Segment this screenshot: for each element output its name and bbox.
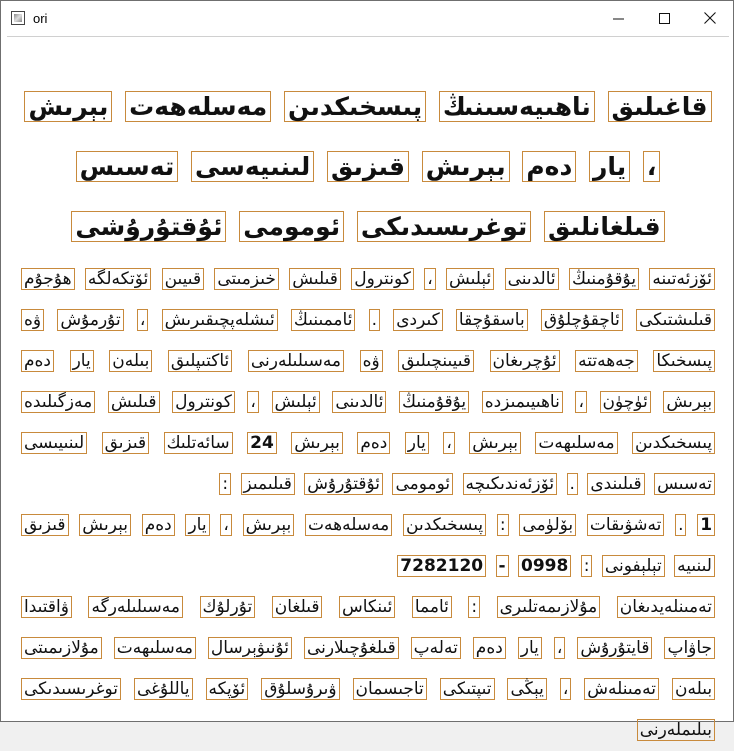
word-box: ،: [137, 309, 149, 331]
paragraph-hotline: [19, 505, 717, 587]
word-box: يار: [405, 432, 429, 454]
word-box: بېرىش: [469, 432, 521, 454]
word-box: توغرىسىدىكى: [21, 678, 121, 700]
word-box: پىسخىكدىن: [403, 514, 486, 536]
word-box: قىزىق: [102, 432, 150, 454]
word-box: ئامما: [412, 596, 452, 618]
word-box: قىلىندى: [587, 473, 644, 495]
word-box: يۇقۇمنىڭ: [399, 391, 469, 413]
word-box: ئۇقتۇرۇشى: [71, 211, 226, 242]
word-box: مەزگىلىدە: [21, 391, 95, 413]
word-box: باسقۇچقا: [456, 309, 528, 331]
word-box: ھۇجۇم: [21, 268, 75, 290]
word-box: ئاچقۇچلۇق: [541, 309, 623, 331]
word-box: پىسخىكدىن: [284, 91, 426, 122]
word-box: بېرىش: [422, 151, 510, 182]
close-icon: [704, 12, 716, 24]
word-box: كونترول: [172, 391, 235, 413]
window-title: ori: [33, 10, 48, 26]
word-box: كىردى: [393, 309, 442, 331]
word-box: :: [219, 473, 231, 495]
word-box: ،: [424, 268, 436, 290]
word-box: ئۇچرىغان: [490, 350, 560, 372]
word-box: قىلغان: [272, 596, 323, 618]
word-box: ۋىرۇسلۇق: [261, 678, 339, 700]
word-box: سائەتلىك: [164, 432, 233, 454]
word-box: ،: [560, 678, 572, 700]
word-box: :: [497, 514, 509, 536]
document-body: [7, 77, 729, 751]
word-box: بۆلۈمى: [519, 514, 576, 536]
word-box: قاغىلىق: [608, 91, 712, 122]
word-box: قىزىق: [327, 151, 409, 182]
word-box: دەم: [142, 514, 175, 536]
word-box: .: [675, 514, 686, 536]
word-box: ،: [554, 637, 566, 659]
word-box: ئومومى: [239, 211, 344, 242]
word-box: ،: [575, 391, 587, 413]
title-bar[interactable]: [1, 1, 733, 35]
word-box: .: [567, 473, 578, 495]
word-box: ناھىيەسىنىڭ: [439, 91, 595, 122]
word-box: تىپتىكى: [440, 678, 495, 700]
word-box: -: [496, 555, 509, 577]
word-box: يار: [185, 514, 209, 536]
word-box: بىلىملەرنى: [637, 719, 715, 741]
word-box: پىسخىكا: [653, 350, 715, 372]
word-box: ئۆتكەلگە: [85, 268, 151, 290]
word-box: بىلەن: [672, 678, 715, 700]
minimize-icon: [613, 13, 624, 24]
word-box: لىنىيىسى: [21, 432, 87, 454]
word-box: ئالدىنى: [332, 391, 386, 413]
word-box: مەسلەھەت: [305, 514, 392, 536]
paragraph-services: [19, 587, 717, 751]
document-heading: [19, 77, 717, 257]
word-box: توغرىسىدىكى: [357, 211, 531, 242]
word-box: ئۈچۈن: [600, 391, 651, 413]
word-box: ئېلىش: [446, 268, 494, 290]
word-box: مەسلىھەت: [114, 637, 196, 659]
word-box: قىلىشتىكى: [636, 309, 715, 331]
word-box: يار: [518, 637, 542, 659]
word-box: تەمىنلەيدىغان: [617, 596, 715, 618]
word-box: ئۇقتۇرۇش: [304, 473, 383, 495]
word-box: قايتۇرۇش: [577, 637, 652, 659]
word-box: دەم: [21, 350, 54, 372]
maximize-button[interactable]: [641, 1, 687, 35]
word-box: تاجىسمان: [353, 678, 427, 700]
close-button[interactable]: [687, 1, 733, 35]
word-box: ،: [247, 391, 259, 413]
word-box: 24: [247, 432, 277, 454]
app-icon: [11, 11, 25, 25]
paragraph-intro: [19, 259, 717, 505]
word-box: ،: [443, 432, 455, 454]
word-box: :: [581, 555, 593, 577]
word-box: مەسىلىلەرگە: [88, 596, 183, 618]
word-box: خىزمىتى: [214, 268, 279, 290]
word-box: بېرىش: [291, 432, 343, 454]
word-box: لىنىيەسى: [191, 151, 314, 182]
word-box: تۇرمۇش: [57, 309, 123, 331]
word-box: قىلغانلىق: [544, 211, 665, 242]
word-box: قىلىمىز: [241, 473, 295, 495]
word-box: قىلىش: [289, 268, 341, 290]
word-box: ئاممىنىڭ: [291, 309, 356, 331]
word-box: ئاكتىپلىق: [168, 350, 232, 372]
word-box: 0998: [518, 555, 571, 577]
word-box: قىلىش: [108, 391, 160, 413]
word-box: مۇلازىمەتلىرى: [497, 596, 601, 618]
word-box: ۋاقتىدا: [21, 596, 72, 618]
word-box: جەھەتتە: [575, 350, 638, 372]
word-box: ئۆزئەتىنە: [649, 268, 715, 290]
word-box: ،: [220, 514, 232, 536]
word-box: مەسلىھەت: [535, 432, 617, 454]
word-box: ئۆزئەندىكىچە: [463, 473, 558, 495]
word-box: ۋە: [21, 309, 44, 331]
word-box: بېرىش: [663, 391, 715, 413]
word-box: يار: [589, 151, 630, 182]
word-box: يۇقۇمنىڭ: [569, 268, 639, 290]
word-box: ئۇنىۋېرسال: [208, 637, 292, 659]
word-box: ئىشلەپچىقىرىش: [162, 309, 278, 331]
word-box: لىنىيە: [674, 555, 715, 577]
word-box: مەسىلىلەرنى: [248, 350, 344, 372]
word-box: كونترول: [351, 268, 414, 290]
image-canvas: [7, 36, 729, 740]
word-box: :: [468, 596, 480, 618]
word-box: ئېلىش: [272, 391, 320, 413]
word-box: ئومومى: [392, 473, 453, 495]
word-box: ئالدىنى: [505, 268, 559, 290]
word-box: جاۋاپ: [664, 637, 715, 659]
word-box: قىلغۇچىلارنى: [304, 637, 399, 659]
word-box: بېرىش: [243, 514, 295, 536]
word-box: تەسىس: [76, 151, 179, 182]
word-box: ئىنكاس: [339, 596, 395, 618]
word-box: دەم: [522, 151, 576, 182]
word-box: تېلېفونى: [602, 555, 665, 577]
word-box: قىزىق: [21, 514, 69, 536]
word-box: ياللۇغى: [134, 678, 193, 700]
word-box: ناھىيىمىزدە: [482, 391, 563, 413]
word-box: تەسىس: [654, 473, 715, 495]
word-box: ئۆپكە: [206, 678, 249, 700]
word-box: بىلەن: [109, 350, 152, 372]
word-box: مۇلازىمىتى: [21, 637, 102, 659]
word-box: تۇرلۇك: [200, 596, 256, 618]
word-box: بېرىش: [24, 91, 112, 122]
minimize-button[interactable]: [595, 1, 641, 35]
word-box: ،: [643, 151, 661, 182]
word-box: دەم: [473, 637, 506, 659]
word-box: مەسلەھەت: [125, 91, 271, 122]
word-box: قىيىن: [162, 268, 204, 290]
window-controls: [595, 1, 733, 35]
word-box: قىيىنچىلىق: [398, 350, 474, 372]
word-box: .: [369, 309, 380, 331]
word-box: يار: [70, 350, 94, 372]
word-box: دەم: [357, 432, 390, 454]
word-box: تەشۋىقات: [587, 514, 664, 536]
word-box: تەمىنلەش: [584, 678, 659, 700]
word-box: تەلەپ: [411, 637, 461, 659]
word-box: ۋە: [360, 350, 383, 372]
word-box: بېرىش: [79, 514, 131, 536]
word-box: 7282120: [397, 555, 486, 577]
word-box: پىسخىكدىن: [632, 432, 715, 454]
word-box: 1: [697, 514, 715, 536]
maximize-icon: [659, 13, 670, 24]
word-box: يېڭى: [507, 678, 546, 700]
